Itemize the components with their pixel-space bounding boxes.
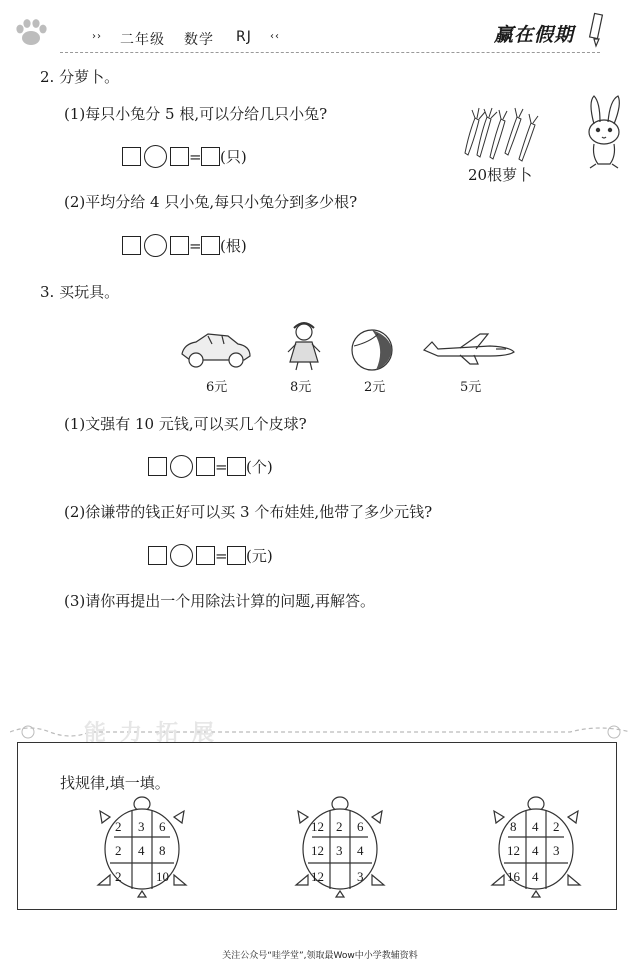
toy-price: 8元 bbox=[290, 380, 312, 395]
turtle-cell[interactable]: 4 bbox=[532, 819, 539, 834]
q2-sub1: (1)每只小兔分 5 根,可以分给几只小兔? bbox=[64, 105, 328, 123]
turtle-cell[interactable]: 8 bbox=[510, 819, 517, 834]
toy-price: 6元 bbox=[206, 380, 228, 395]
q3-equation-2: = (元) bbox=[148, 543, 273, 568]
turtle-puzzle bbox=[294, 795, 386, 899]
turtle-cell[interactable]: 2 bbox=[336, 819, 343, 834]
operator-circle[interactable] bbox=[170, 455, 193, 478]
header-subject: 数学 bbox=[184, 32, 214, 48]
turtle-cell[interactable]: 2 bbox=[115, 819, 122, 834]
turtle-puzzle bbox=[96, 795, 188, 899]
paw-icon bbox=[14, 18, 48, 48]
ability-instruction: 找规律,填一填。 bbox=[60, 774, 170, 792]
unit-label: (根) bbox=[220, 236, 247, 255]
turtle-cell[interactable]: 4 bbox=[357, 843, 364, 858]
q3-equation-1: = (个) bbox=[148, 454, 273, 479]
turtle-cell[interactable]: 12 bbox=[311, 819, 324, 834]
turtle-cell[interactable]: 2 bbox=[553, 819, 560, 834]
turtle-cell[interactable]: 10 bbox=[156, 869, 169, 884]
answer-box[interactable] bbox=[201, 147, 220, 166]
header-left-arrows: ›› bbox=[92, 31, 102, 42]
q3-sub1: (1)文强有 10 元钱,可以买几个皮球? bbox=[64, 415, 307, 433]
turtle-cell[interactable]: 12 bbox=[311, 869, 324, 884]
turtle-cell[interactable]: 6 bbox=[159, 819, 166, 834]
answer-box[interactable] bbox=[148, 546, 167, 565]
toy-price: 5元 bbox=[460, 380, 482, 395]
banner-title: 能力拓展 bbox=[84, 721, 229, 746]
answer-box[interactable] bbox=[170, 236, 189, 255]
q3-sub2: (2)徐谦带的钱正好可以买 3 个布娃娃,他带了多少元钱? bbox=[64, 503, 433, 521]
answer-box[interactable] bbox=[170, 147, 189, 166]
answer-box[interactable] bbox=[227, 457, 246, 476]
header-rule bbox=[60, 52, 600, 53]
answer-box[interactable] bbox=[196, 457, 215, 476]
unit-label: (个) bbox=[246, 457, 273, 476]
turtle-cell[interactable]: 3 bbox=[138, 819, 145, 834]
turtle-cell[interactable]: 16 bbox=[507, 869, 520, 884]
turtle-cell[interactable]: 2 bbox=[115, 869, 122, 884]
brand-logo: 赢在假期 bbox=[494, 24, 575, 46]
operator-circle[interactable] bbox=[170, 544, 193, 567]
page-header bbox=[0, 0, 640, 60]
answer-box[interactable] bbox=[148, 457, 167, 476]
turtle-cell[interactable]: 4 bbox=[532, 843, 539, 858]
answer-box[interactable] bbox=[122, 236, 141, 255]
turtle-cell[interactable]: 3 bbox=[357, 869, 364, 884]
rabbit-icon bbox=[578, 92, 630, 172]
q2-equation-1: = (只) bbox=[122, 144, 247, 169]
footer-text: 关注公众号“哇学堂”,领取最Wow中小学教辅资料 bbox=[222, 951, 418, 961]
q3-sub3: (3)请你再提出一个用除法计算的问题,再解答。 bbox=[64, 592, 376, 610]
operator-circle[interactable] bbox=[144, 234, 167, 257]
toy-car-icon bbox=[178, 330, 254, 370]
doll-icon bbox=[284, 320, 324, 372]
turtle-cell[interactable]: 12 bbox=[311, 843, 324, 858]
turtle-cell[interactable]: 3 bbox=[336, 843, 343, 858]
header-edition: RJ bbox=[236, 29, 252, 45]
answer-box[interactable] bbox=[201, 236, 220, 255]
turtle-cell[interactable]: 3 bbox=[553, 843, 560, 858]
q2-title: 2. 分萝卜。 bbox=[40, 68, 120, 86]
turtle-cell[interactable]: 8 bbox=[159, 843, 166, 858]
carrot-label: 20根萝卜 bbox=[468, 166, 533, 184]
header-grade: 二年级 bbox=[120, 32, 165, 48]
toy-price: 2元 bbox=[364, 380, 386, 395]
header-right-arrows: ‹‹ bbox=[270, 31, 280, 42]
unit-label: (元) bbox=[246, 546, 273, 565]
turtle-puzzle bbox=[490, 795, 582, 899]
turtle-cell[interactable]: 6 bbox=[357, 819, 364, 834]
q2-equation-2: = (根) bbox=[122, 233, 247, 258]
q2-sub2: (2)平均分给 4 只小兔,每只小兔分到多少根? bbox=[64, 193, 358, 211]
operator-circle[interactable] bbox=[144, 145, 167, 168]
answer-box[interactable] bbox=[122, 147, 141, 166]
carrots-icon bbox=[455, 103, 550, 165]
airplane-icon bbox=[420, 332, 518, 366]
turtle-cell[interactable]: 2 bbox=[115, 843, 122, 858]
unit-label: (只) bbox=[220, 147, 247, 166]
ball-icon bbox=[350, 328, 394, 372]
answer-box[interactable] bbox=[196, 546, 215, 565]
turtle-cell[interactable]: 4 bbox=[532, 869, 539, 884]
turtle-cell[interactable]: 4 bbox=[138, 843, 145, 858]
q3-title: 3. 买玩具。 bbox=[40, 283, 120, 301]
turtle-cell[interactable]: 12 bbox=[507, 843, 520, 858]
pencil-icon bbox=[586, 12, 606, 48]
answer-box[interactable] bbox=[227, 546, 246, 565]
